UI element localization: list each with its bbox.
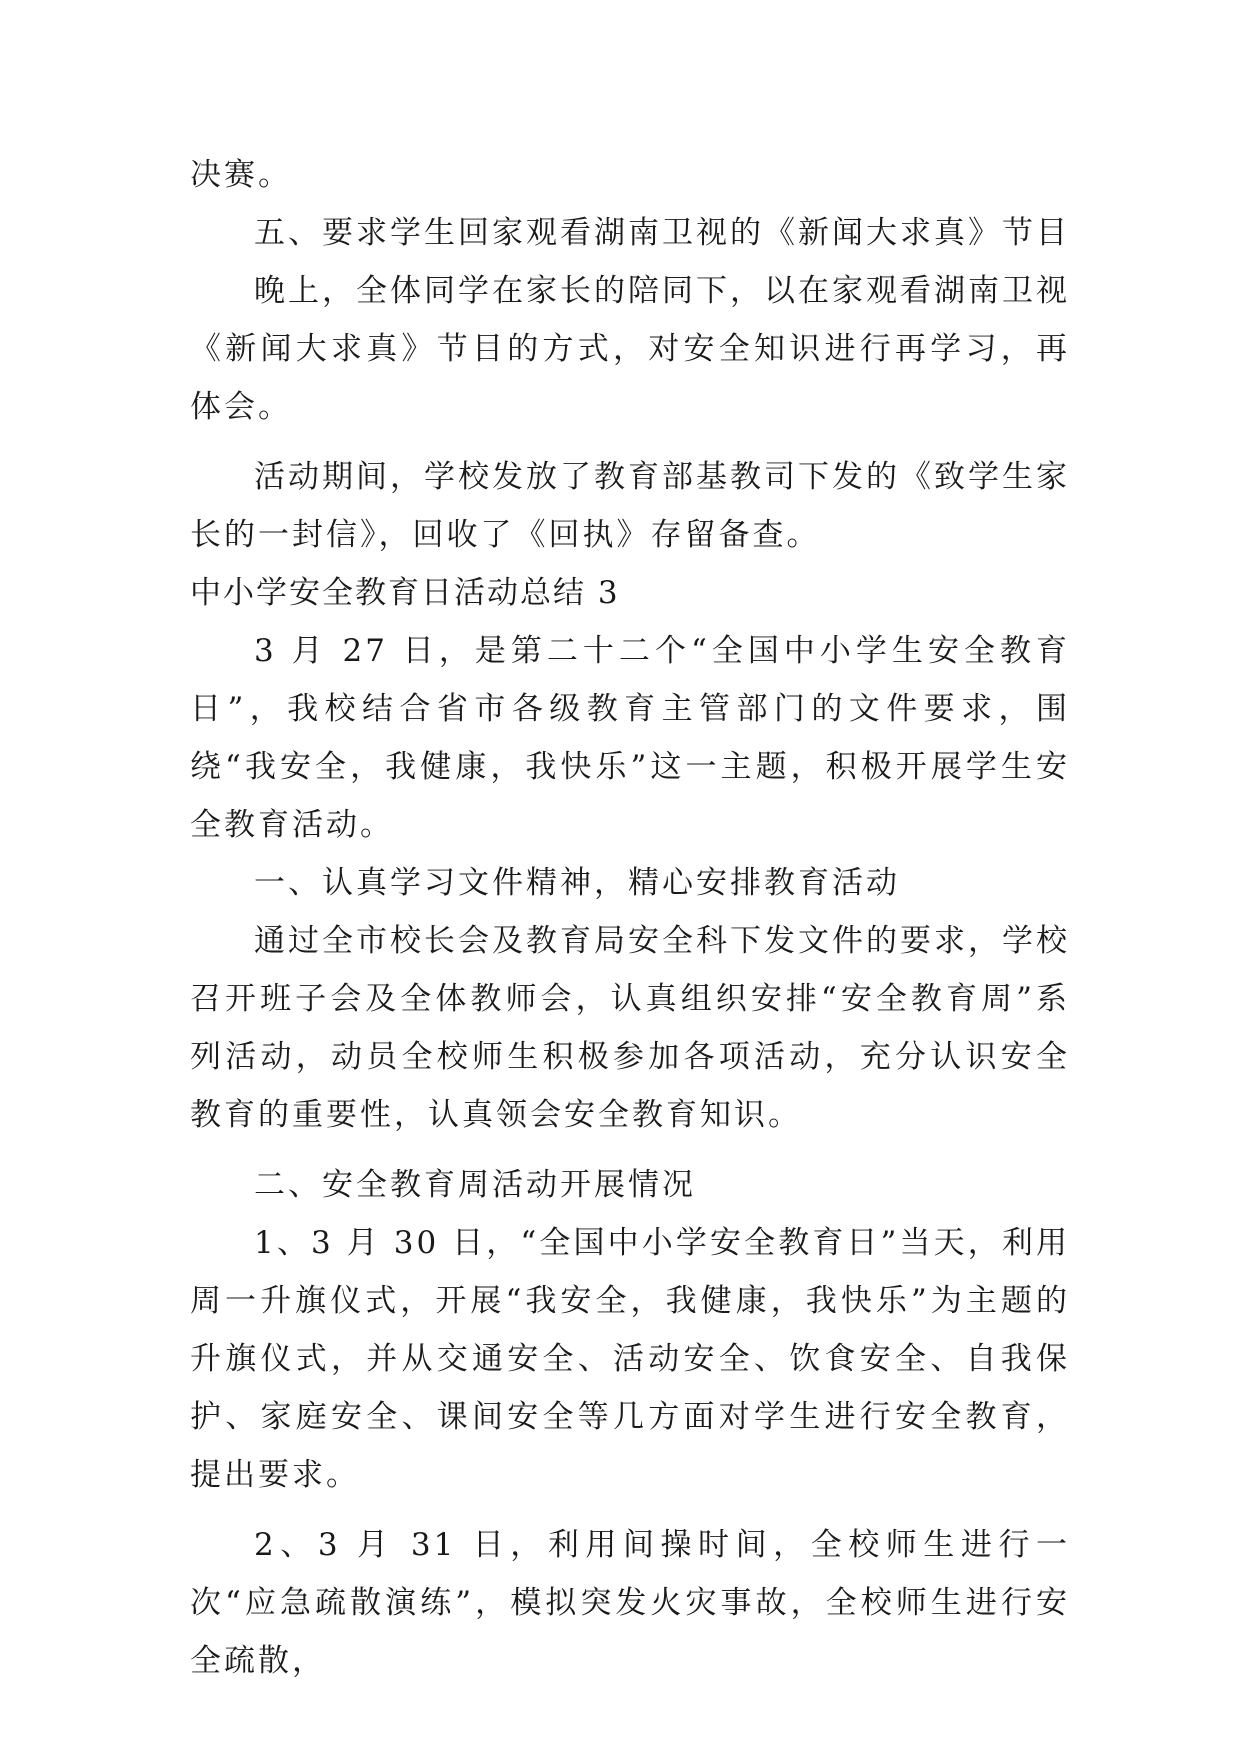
heading-item-one: 一、认真学习文件精神，精心安排教育活动 <box>254 865 900 901</box>
paragraph-safety-day-intro: 3 月 27 日，是第二十二个“全国中小学生安全教育日”，我校结合省市各级教育主管部门的文件要求，围绕“我安全，我健康，我快乐”这一主题，积极开展学生安全教育活动。 <box>190 633 1070 843</box>
paragraph-activity-one: 1、3 月 30 日，“全国中小学安全教育日”当天，利用周一升旗仪式，开展“我安全，我健康，我快乐”为主题的升旗仪式，并从交通安全、活动安全、饮食安全、自我保护、家庭安全、课间安全等几方面对学生进行安全教育，提出要求。 <box>190 1225 1070 1493</box>
paragraph-activity-period: 活动期间，学校发放了教育部基教司下发的《致学生家长的一封信》，回收了《回执》存留备查。 <box>190 459 1070 553</box>
paragraph-continuation: 决赛。 <box>190 157 292 193</box>
heading-item-two: 二、安全教育周活动开展情况 <box>254 1167 696 1203</box>
paragraph-activity-two: 2、3 月 31 日，利用间操时间，全校师生进行一次“应急疏散演练”，模拟突发火灾事故，全校师生进行安全疏散， <box>190 1527 1070 1679</box>
paragraph-section-five: 五、要求学生回家观看湖南卫视的《新闻大求真》节目 <box>254 215 1070 251</box>
paragraph-evening-viewing: 晚上，全体同学在家长的陪同下，以在家观看湖南卫视《新闻大求真》节目的方式，对安全知识进行再学习，再体会。 <box>190 273 1070 425</box>
section-title: 中小学安全教育日活动总结 3 <box>190 575 620 611</box>
paragraph-item-one-body: 通过全市校长会及教育局安全科下发文件的要求，学校召开班子会及全体教师会，认真组织安排“安全教育周”系列活动，动员全校师生积极参加各项活动，充分认识安全教育的重要性，认真领会安全教育知识。 <box>190 923 1070 1133</box>
document-body <box>190 146 1070 1690</box>
